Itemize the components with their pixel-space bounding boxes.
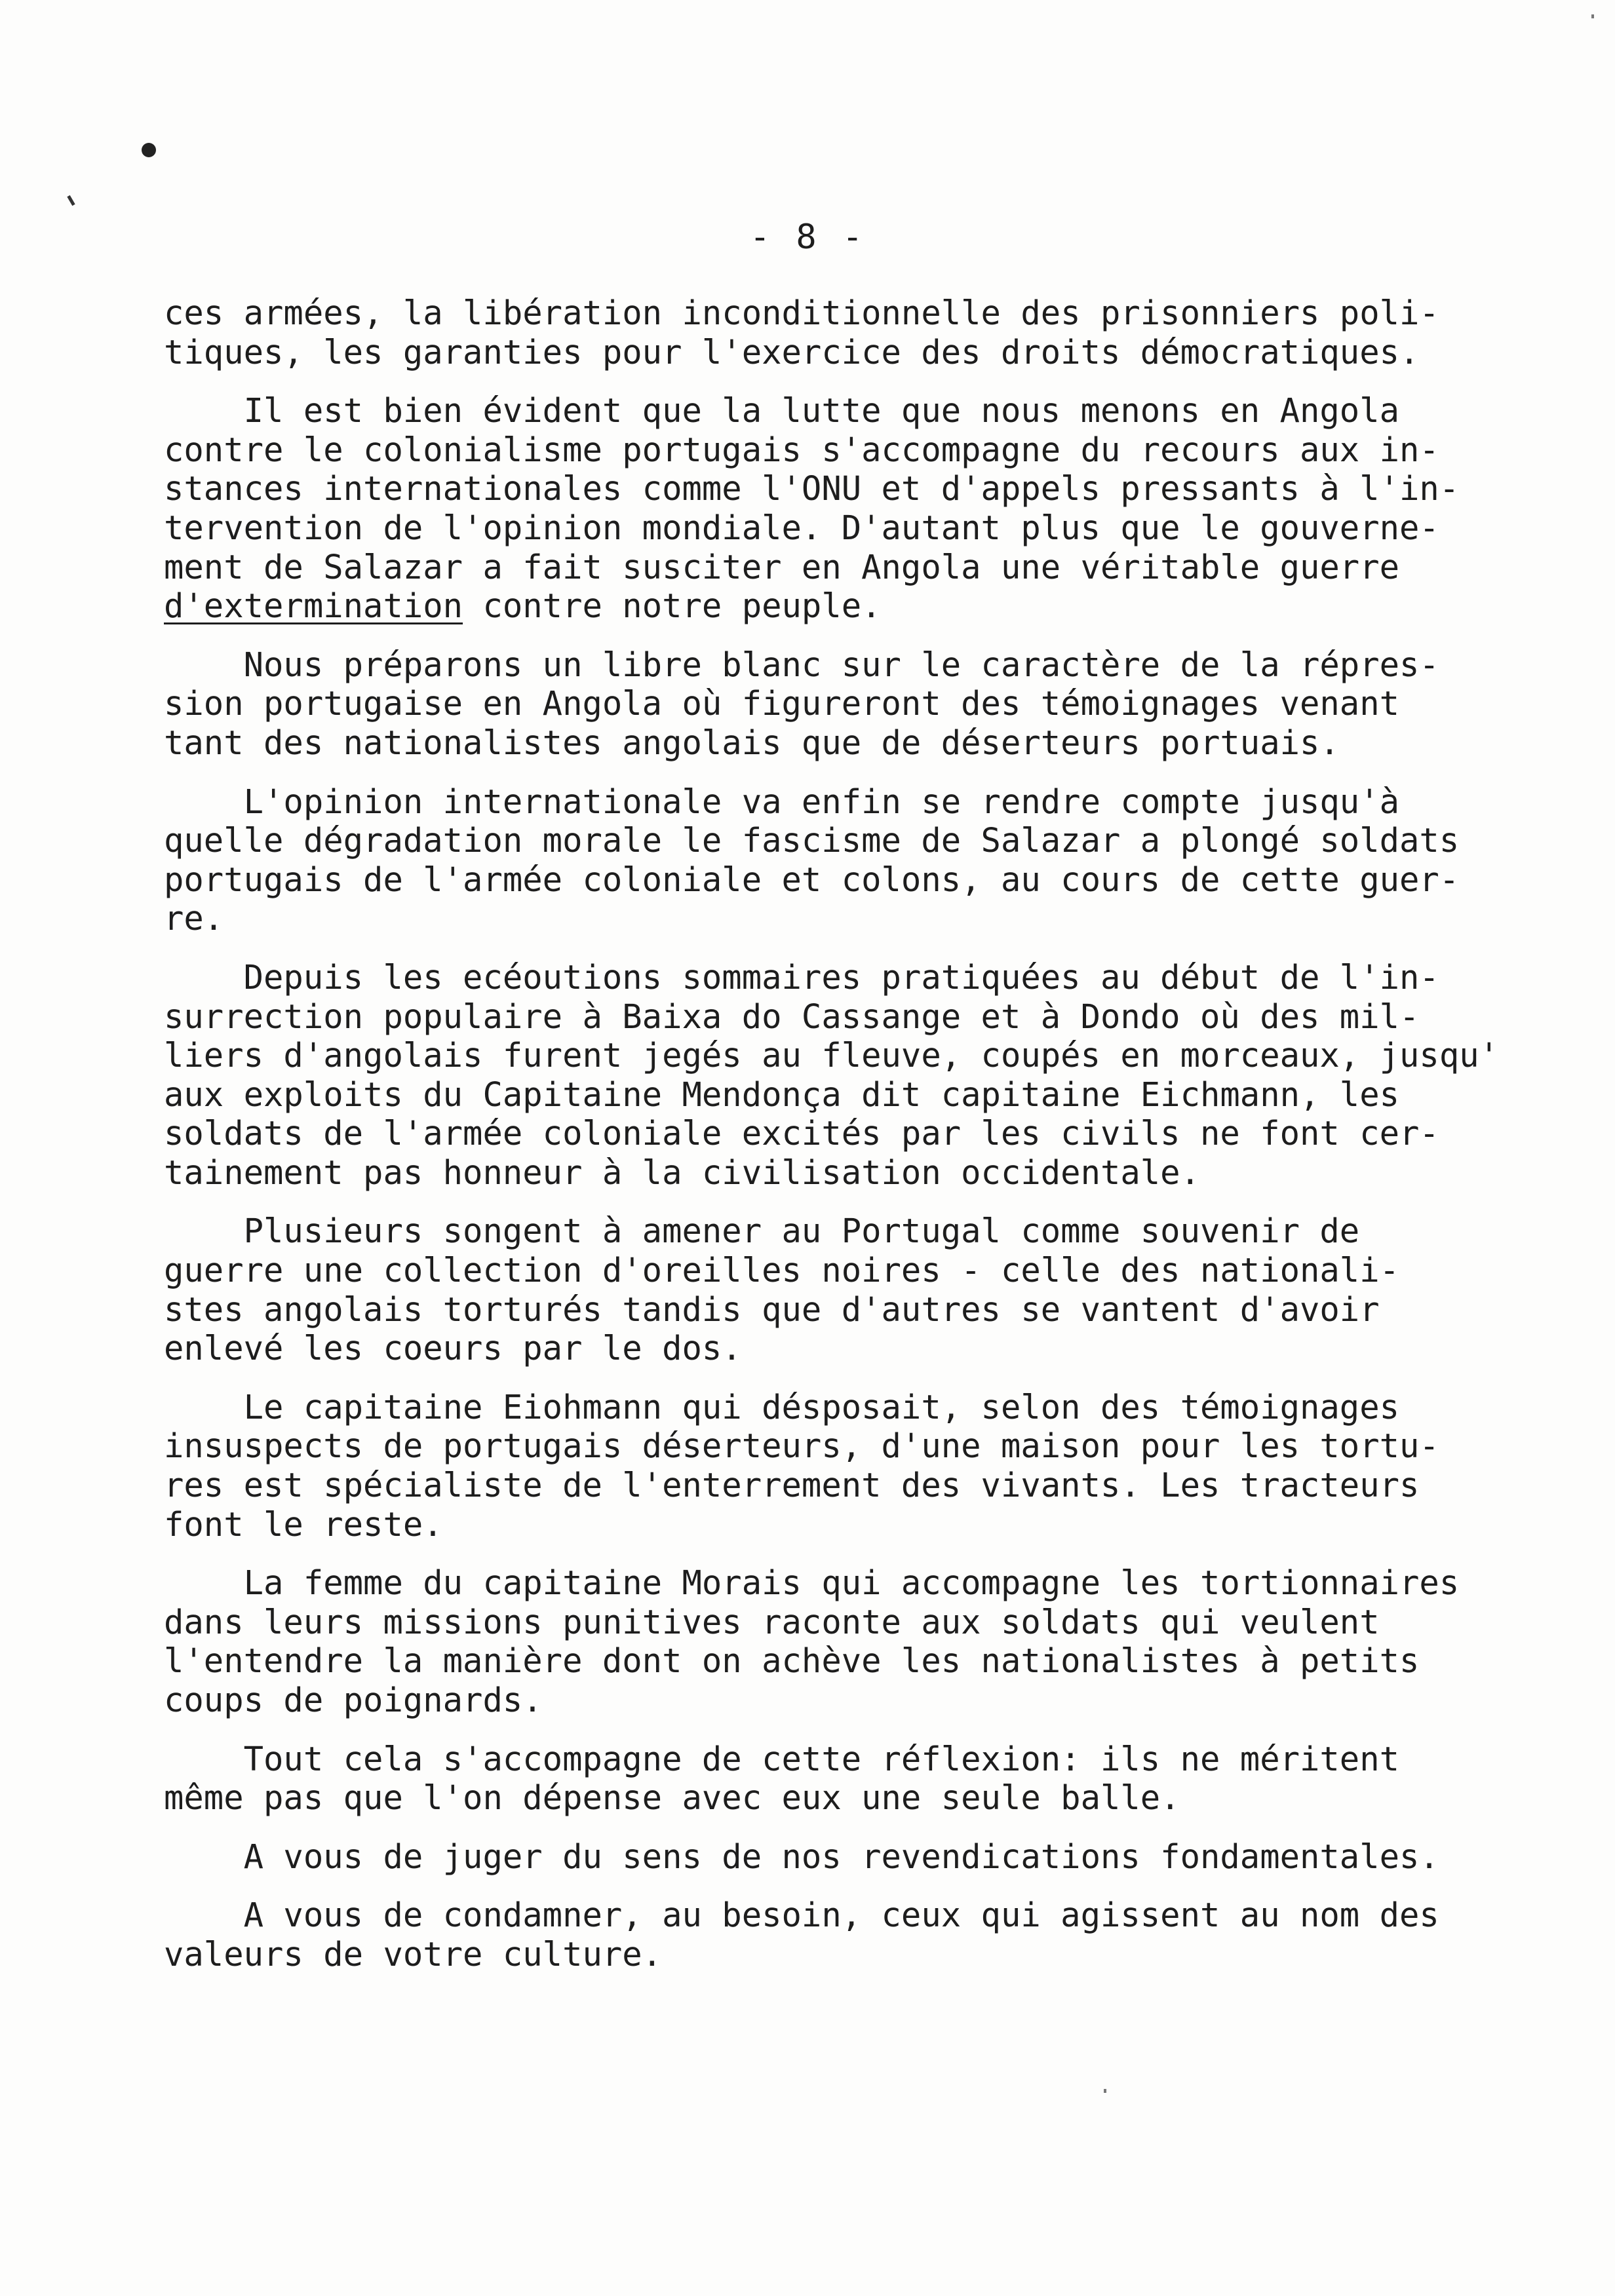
- text-line: res est spécialiste de l'enterrement des vivants. Les tracteurs: [164, 1466, 1420, 1505]
- text-line: L'opinion internationale va enfin se rendre compte jusqu'à: [164, 782, 1400, 821]
- text-line: re.: [164, 899, 224, 938]
- paragraph: [164, 958, 1540, 1193]
- text-line: [164, 586, 1540, 626]
- text-line: Tout cela s'accompagne de cette réflexion: ils ne méritent: [164, 1739, 1400, 1778]
- text-line: Depuis les ecéoutions sommaires pratiquées au début de l'in-: [164, 957, 1439, 997]
- paragraph: [164, 391, 1540, 626]
- text-line: tervention de l'opinion mondiale. D'autant plus que le gouverne-: [164, 508, 1439, 547]
- line-continuation: contre notre peuple.: [463, 586, 882, 626]
- paragraph: [164, 1896, 1540, 1974]
- text-line: portugais de l'armée coloniale et colons, au cours de cette guer-: [164, 860, 1460, 899]
- text-line: Plusieurs songent à amener au Portugal comme souvenir de: [164, 1212, 1360, 1251]
- paragraph: [164, 645, 1540, 763]
- text-line: A vous de juger du sens de nos revendications fondamentales.: [164, 1837, 1439, 1876]
- text-line: tainement pas honneur à la civilisation occidentale.: [164, 1153, 1200, 1192]
- text-line: valeurs de votre culture.: [164, 1934, 663, 1974]
- paragraph: [164, 294, 1540, 372]
- text-line: tiques, les garanties pour l'exercice des droits démocratiques.: [164, 332, 1420, 372]
- text-line: guerre une collection d'oreilles noires - celle des nationali-: [164, 1251, 1400, 1290]
- text-line: Nous préparons un libre blanc sur le caractère de la répres-: [164, 645, 1439, 684]
- text-line: stes angolais torturés tandis que d'autres se vantent d'avoir: [164, 1290, 1380, 1329]
- text-line: ment de Salazar a fait susciter en Angola une véritable guerre: [164, 547, 1400, 586]
- paragraph: [164, 782, 1540, 938]
- text-line: surrection populaire à Baixa do Cassange et à Dondo où des mil-: [164, 997, 1420, 1036]
- text-line: coups de poignards.: [164, 1681, 543, 1719]
- page-number: - 8 -: [749, 218, 866, 257]
- body-text: [164, 294, 1540, 1994]
- text-line: soldats de l'armée coloniale excités par les civils ne font cer-: [164, 1114, 1439, 1153]
- paragraph: [164, 1740, 1540, 1818]
- ink-dot-mark: [142, 143, 156, 157]
- text-line: même pas que l'on dépense avec eux une seule balle.: [164, 1778, 1180, 1818]
- text-line: aux exploits du Capitaine Mendonça dit capitaine Eichmann, les: [164, 1075, 1400, 1114]
- paragraph: [164, 1212, 1540, 1368]
- text-line: stances internationales comme l'ONU et d'appels pressants à l'in-: [164, 469, 1460, 508]
- paragraph: [164, 1563, 1540, 1719]
- ink-tick-mark: [67, 195, 75, 206]
- text-line: tant des nationalistes angolais que de déserteurs portuais.: [164, 723, 1340, 762]
- text-line: l'entendre la manière dont on achève les nationalistes à petits: [164, 1641, 1420, 1681]
- text-line: contre le colonialisme portugais s'accompagne du recours aux in-: [164, 430, 1439, 469]
- text-line: Il est bien évident que la lutte que nous menons en Angola: [164, 391, 1400, 430]
- text-line: enlevé les coeurs par le dos.: [164, 1329, 742, 1368]
- text-line: insuspects de portugais déserteurs, d'une maison pour les tortu-: [164, 1426, 1439, 1466]
- text-line: La femme du capitaine Morais qui accompagne les tortionnaires: [164, 1563, 1460, 1603]
- text-line: A vous de condamner, au besoin, ceux qui agissent au nom des: [164, 1896, 1439, 1935]
- ink-speck-mark: [1104, 2089, 1106, 2093]
- underlined-word: d'extermination: [164, 586, 463, 626]
- text-line: ces armées, la libération inconditionnelle des prisonniers poli-: [164, 294, 1439, 332]
- text-line: liers d'angolais furent jegés au fleuve, coupés en morceaux, jusqu': [164, 1036, 1500, 1075]
- ink-speck-mark: [1591, 14, 1594, 18]
- text-line: font le reste.: [164, 1504, 443, 1544]
- text-line: dans leurs missions punitives raconte aux soldats qui veulent: [164, 1602, 1380, 1641]
- text-line: quelle dégradation morale le fascisme de Salazar a plongé soldats: [164, 821, 1460, 860]
- paragraph: [164, 1837, 1540, 1877]
- text-line: sion portugaise en Angola où figureront des témoignages venant: [164, 684, 1400, 723]
- paragraph: [164, 1388, 1540, 1544]
- text-line: Le capitaine Eiohmann qui désposait, selon des témoignages: [164, 1387, 1400, 1426]
